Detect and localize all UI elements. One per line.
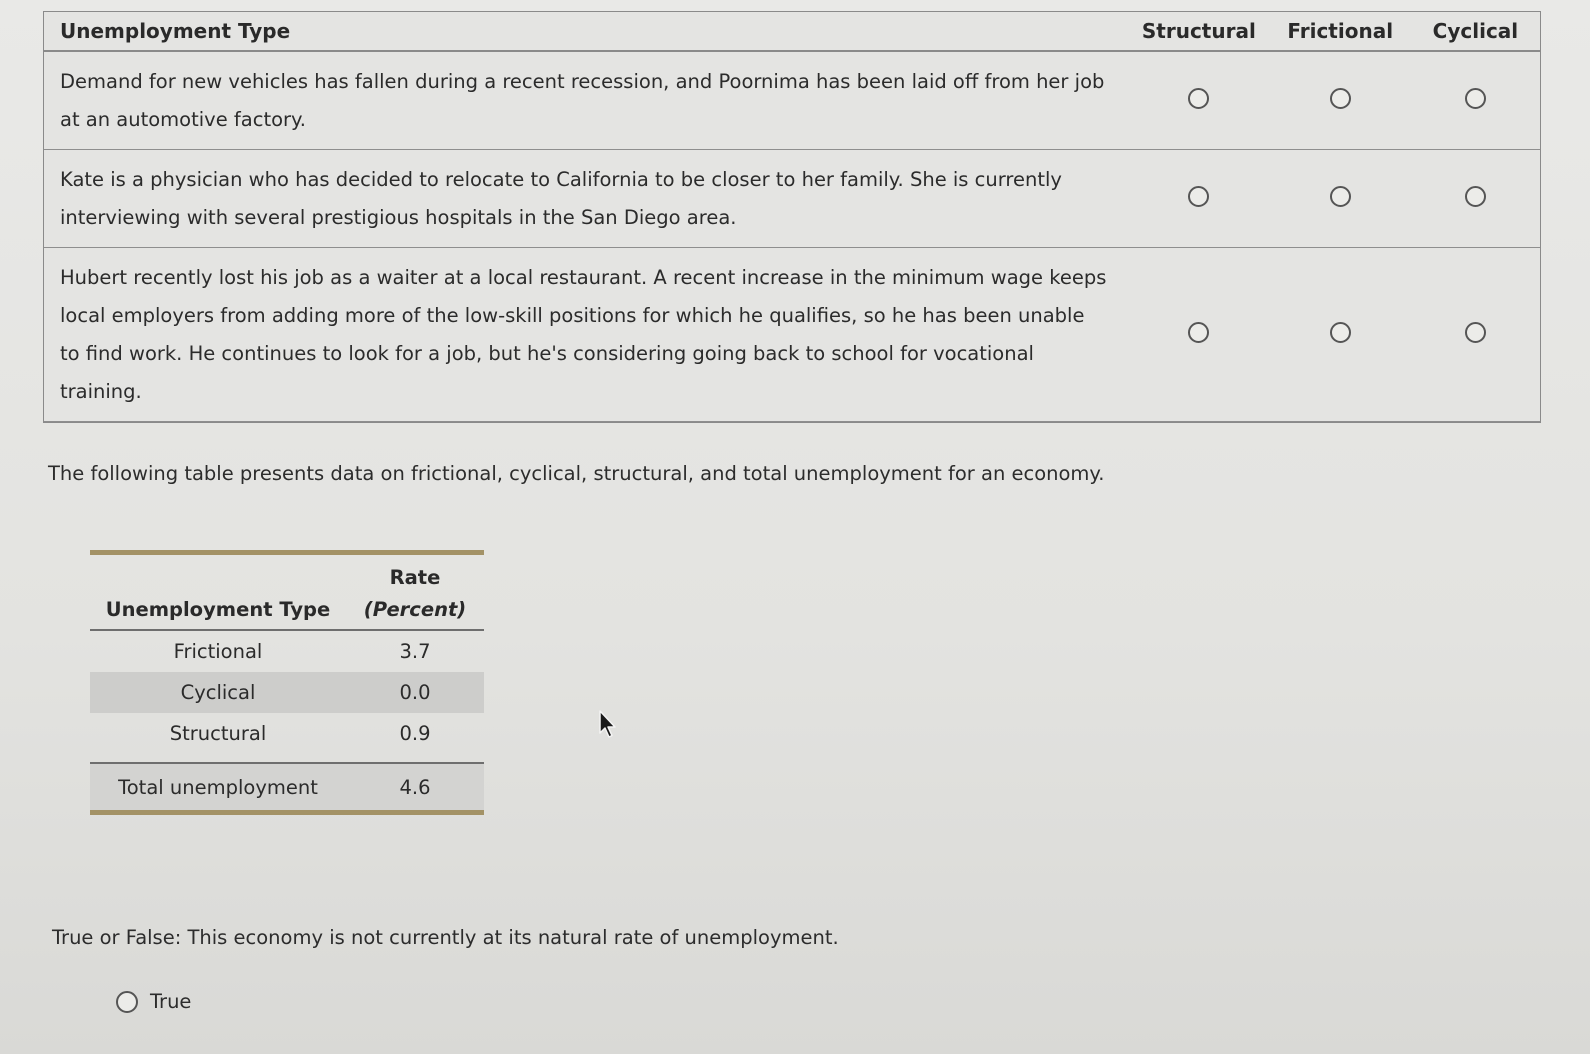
radio-poornima-structural[interactable]: [1188, 88, 1209, 109]
row-rate: 0.9: [399, 722, 431, 745]
scenario-text-hubert: Hubert recently lost his job as a waiter at a local restaurant. A recent increase in the minimum wage keeps local employers from adding more of the low-skill positions for which he qualifies, so he has been unable to find work. He continues to look for a job, but he's considering going back to school for vocational training.: [44, 248, 1128, 422]
radio-true[interactable]: [116, 991, 138, 1013]
row-type: Structural: [169, 722, 267, 745]
unemployment-rates-table: [90, 550, 484, 815]
radio-hubert-structural[interactable]: [1188, 322, 1209, 343]
total-rate: 4.6: [346, 763, 484, 810]
classification-header-row: [44, 12, 1540, 51]
radio-kate-cyclical[interactable]: [1465, 186, 1486, 207]
total-row: [90, 763, 484, 810]
header-frictional: Frictional: [1270, 12, 1411, 51]
scenario-row: [44, 150, 1540, 248]
radio-poornima-cyclical[interactable]: [1465, 88, 1486, 109]
table-row: [90, 713, 484, 754]
scenario-text-poornima: Demand for new vehicles has fallen during a recent recession, and Poornima has been laid off from her job at an automotive factory.: [44, 51, 1128, 150]
header-unemployment-type: Unemployment Type: [44, 12, 1128, 51]
radio-kate-frictional[interactable]: [1330, 186, 1351, 207]
radio-kate-structural[interactable]: [1188, 186, 1209, 207]
classification-table: [44, 12, 1540, 422]
intro-text: The following table presents data on frictional, cyclical, structural, and total unemployment for an economy.: [48, 462, 1105, 485]
header-cyclical: Cyclical: [1411, 12, 1540, 51]
scenario-row: [44, 248, 1540, 422]
radio-hubert-frictional[interactable]: [1330, 322, 1351, 343]
header-unemployment-type-rates: Unemployment Type: [90, 589, 346, 630]
radio-hubert-cyclical[interactable]: [1465, 322, 1486, 343]
total-label: Total unemployment: [90, 763, 346, 810]
header-percent: (Percent): [346, 589, 484, 630]
option-true-label: True: [150, 990, 192, 1013]
scenario-text-kate: Kate is a physician who has decided to relocate to California to be closer to her family. She is currently interviewing with several prestigious hospitals in the San Diego area.: [44, 150, 1128, 248]
bottom-rule: [90, 810, 484, 813]
true-false-question: True or False: This economy is not currently at its natural rate of unemployment.: [52, 926, 839, 949]
table-row: [90, 672, 484, 713]
radio-poornima-frictional[interactable]: [1330, 88, 1351, 109]
header-rate: Rate: [389, 566, 441, 589]
option-true[interactable]: [116, 990, 191, 1013]
row-rate: 3.7: [399, 640, 431, 663]
row-type: Frictional: [173, 640, 263, 663]
table-row: [90, 630, 484, 672]
row-type: Cyclical: [90, 672, 346, 713]
mouse-pointer-icon: [598, 710, 618, 740]
header-structural: Structural: [1128, 12, 1269, 51]
row-rate: 0.0: [346, 672, 484, 713]
scenario-row: [44, 51, 1540, 150]
